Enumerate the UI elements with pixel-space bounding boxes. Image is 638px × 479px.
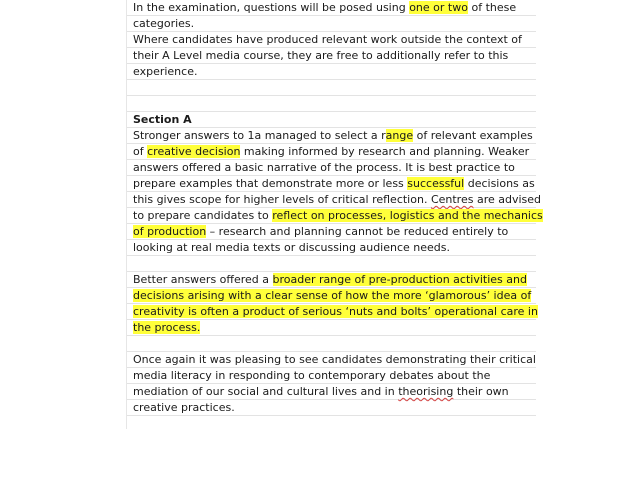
- spellcheck-text: Centres: [430, 193, 474, 206]
- text-line: [133, 144, 536, 160]
- text-segment: making informed by research and planning. Weaker: [240, 145, 530, 158]
- highlighted-text: successful: [407, 177, 465, 190]
- text-segment: In the examination, questions will be posed using: [133, 1, 410, 14]
- text-segment: of relevant examples: [413, 129, 533, 142]
- text-line: [133, 352, 536, 368]
- text-segment: Better answers offered a: [133, 273, 273, 286]
- text-line: [133, 288, 536, 304]
- text-line: [133, 128, 536, 144]
- text-segment: experience.: [133, 65, 198, 78]
- text-segment: looking at real media texts or discussing audience needs.: [133, 241, 451, 254]
- text-line: [133, 48, 536, 64]
- text-segment: mediation of our social and cultural lives and in: [133, 385, 399, 398]
- text-segment: decisions as: [464, 177, 535, 190]
- text-line: [133, 64, 536, 80]
- text-line: [133, 368, 536, 384]
- highlighted-text: creativity is often a product of serious ‘nuts and bolts’ operational care in: [133, 305, 538, 318]
- text-segment: of these: [467, 1, 517, 14]
- text-line: [133, 320, 536, 336]
- highlighted-text: decisions arising with a clear sense of how the more ‘glamorous’ idea of: [133, 289, 532, 302]
- section-a-paragraph-2: [133, 272, 536, 336]
- text-segment: of: [133, 145, 148, 158]
- text-line: [133, 224, 536, 240]
- highlighted-text: reflect on processes, logistics and the mechanics: [272, 209, 543, 222]
- highlighted-text: broader range of pre-production activities and: [272, 273, 527, 286]
- highlighted-text: one or two: [409, 1, 468, 14]
- highlighted-text: the process.: [133, 321, 201, 334]
- section-a-paragraph-1: [133, 128, 543, 256]
- text-segment: their A Level media course, they are free to additionally refer to this: [133, 49, 509, 62]
- text-line: [133, 176, 536, 192]
- intro-paragraph: [133, 0, 536, 80]
- text-line: [133, 272, 536, 288]
- text-line: [133, 32, 536, 48]
- text-line: [133, 400, 536, 416]
- text-line: [133, 192, 542, 208]
- text-segment: – research and planning cannot be reduced entirely to: [206, 225, 509, 238]
- text-line: [133, 16, 536, 32]
- highlighted-text: creative decision: [147, 145, 241, 158]
- text-line: [133, 160, 536, 176]
- text-line: [133, 384, 536, 400]
- text-line: [133, 208, 543, 224]
- text-segment: answers offered a basic narrative of the process. It is best practice to: [133, 161, 515, 174]
- spellcheck-text: theorising: [398, 385, 454, 398]
- highlighted-text: of production: [133, 225, 207, 238]
- highlighted-text: ange: [385, 129, 414, 142]
- text-line: [133, 304, 536, 320]
- text-segment: media literacy in responding to contemporary debates about the: [133, 369, 491, 382]
- text-segment: categories.: [133, 17, 195, 30]
- text-line: [133, 240, 536, 256]
- text-segment: Stronger answers to 1a managed to select a r: [133, 129, 386, 142]
- text-segment: to prepare candidates to: [133, 209, 273, 222]
- text-segment: their own: [453, 385, 509, 398]
- text-line: [133, 0, 536, 16]
- document-page: [126, 0, 543, 429]
- text-segment: Once again it was pleasing to see candidates demonstrating their critical: [133, 353, 536, 366]
- text-segment: creative practices.: [133, 401, 235, 414]
- text-segment: Where candidates have produced relevant work outside the context of: [133, 33, 522, 46]
- section-a-paragraph-3: [133, 352, 536, 416]
- text-segment: this gives scope for higher levels of critical reflection.: [133, 193, 431, 206]
- section-heading: Section A: [133, 113, 192, 126]
- text-segment: are advised: [473, 193, 542, 206]
- text-segment: prepare examples that demonstrate more or less: [133, 177, 408, 190]
